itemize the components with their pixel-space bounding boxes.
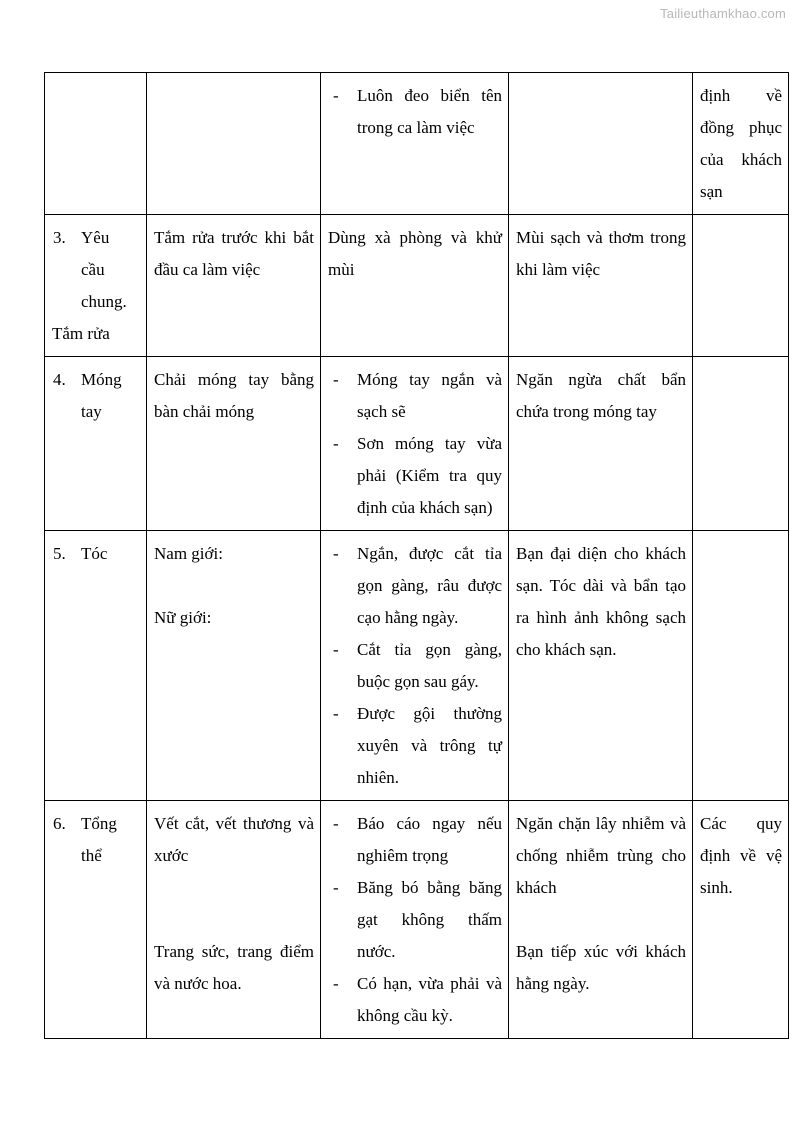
item-subtitle: Tắm rửa (52, 324, 110, 343)
cell-reason (509, 801, 693, 1039)
reason-infection: Ngăn chặn lây nhiễm và chống nhiễm trùng cho khách (516, 814, 686, 897)
list-item: - Luôn đeo biển tên trong ca làm việc (328, 80, 502, 144)
cell-task (147, 801, 321, 1039)
table-row (45, 215, 789, 357)
table-row (45, 73, 789, 215)
cell-note (693, 357, 789, 531)
cell-standard (321, 531, 509, 801)
item-number: 6. (53, 814, 66, 833)
item-number: 5. (53, 544, 66, 563)
item-title: Tổng thể (81, 814, 117, 865)
list-item: - Ngắn, được cắt tỉa gọn gàng, râu được cạo hằng ngày. (328, 538, 502, 634)
cell-reason: Ngăn ngừa chất bẩn chứa trong móng tay (509, 357, 693, 531)
cell-reason (509, 73, 693, 215)
cell-task: Tắm rửa trước khi bắt đầu ca làm việc (147, 215, 321, 357)
cell-item (45, 801, 147, 1039)
cell-note: định về đồng phục của khách sạn (693, 73, 789, 215)
list-item: - Sơn móng tay vừa phải (Kiểm tra quy định của khách sạn) (328, 428, 502, 524)
task-jewelry: Trang sức, trang điểm và nước hoa. (154, 942, 314, 993)
item-number: 3. (53, 228, 66, 247)
list-item: - Được gội thường xuyên và trông tự nhiên. (328, 698, 502, 794)
list-item: - Có hạn, vừa phải và không cầu kỳ. (328, 968, 502, 1032)
group-label-female: Nữ giới: (154, 608, 212, 627)
hygiene-standards-table (44, 72, 789, 1039)
cell-note: Các quy định về vệ sinh. (693, 801, 789, 1039)
table-row (45, 357, 789, 531)
cell-task (147, 73, 321, 215)
cell-note (693, 531, 789, 801)
list-item: - Báo cáo ngay nếu nghiêm trọng (328, 808, 502, 872)
table-row (45, 801, 789, 1039)
cell-item (45, 357, 147, 531)
group-label-male: Nam giới: (154, 544, 223, 563)
cell-reason: Mùi sạch và thơm trong khi làm việc (509, 215, 693, 357)
cell-standard (321, 357, 509, 531)
item-title: Yêu cầu chung. (81, 228, 127, 311)
cell-task: Chải móng tay bằng bàn chải móng (147, 357, 321, 531)
cell-reason: Bạn đại diện cho khách sạn. Tóc dài và bẩn tạo ra hình ảnh không sạch cho khách sạn. (509, 531, 693, 801)
reason-contact: Bạn tiếp xúc với khách hằng ngày. (516, 942, 686, 993)
list-item: - Băng bó bằng băng gạt không thấm nước. (328, 872, 502, 968)
cell-standard (321, 801, 509, 1039)
cell-standard (321, 73, 509, 215)
cell-item (45, 73, 147, 215)
list-item: - Móng tay ngắn và sạch sẽ (328, 364, 502, 428)
list-item: - Cắt tỉa gọn gàng, buộc gọn sau gáy. (328, 634, 502, 698)
item-number: 4. (53, 370, 66, 389)
task-cuts: Vết cắt, vết thương và xước (154, 814, 314, 865)
table-row (45, 531, 789, 801)
cell-task (147, 531, 321, 801)
item-title: Tóc (81, 544, 108, 563)
cell-item (45, 215, 147, 357)
watermark: Tailieuthamkhao.com (660, 6, 786, 21)
cell-standard: Dùng xà phòng và khử mùi (321, 215, 509, 357)
cell-item (45, 531, 147, 801)
cell-note (693, 215, 789, 357)
item-title: Móng tay (81, 370, 122, 421)
